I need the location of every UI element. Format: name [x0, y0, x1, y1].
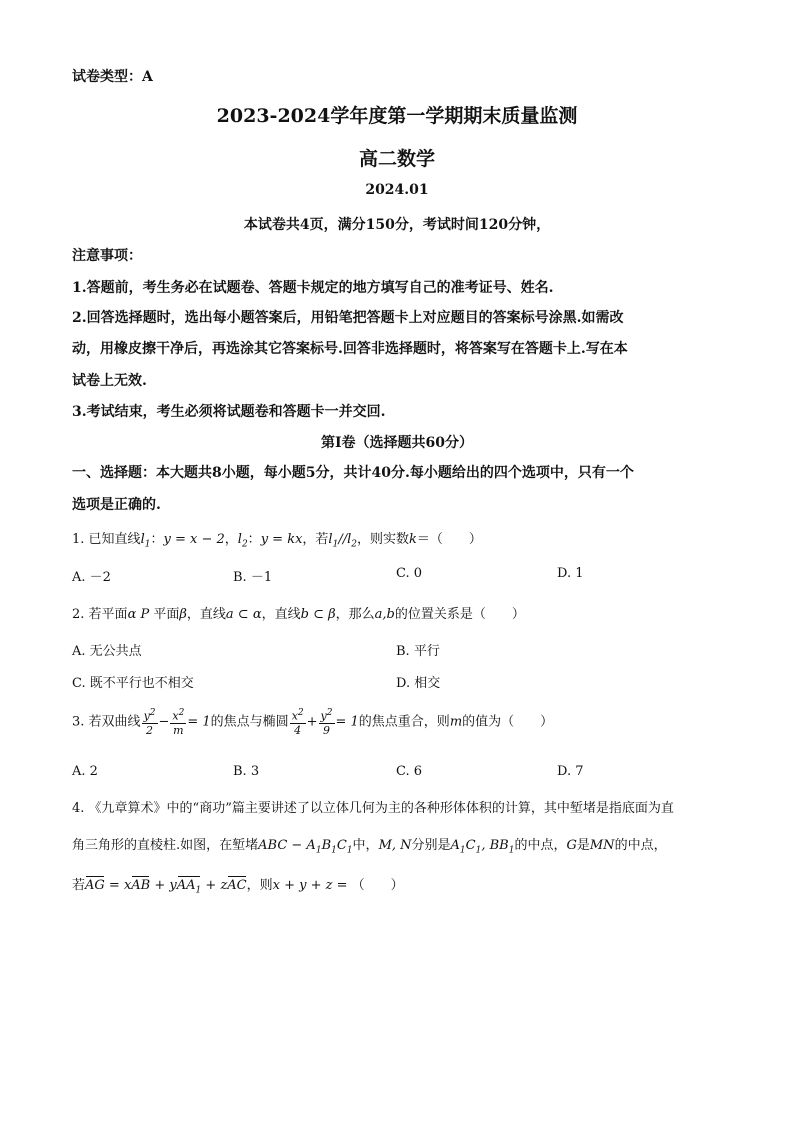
fraction-y2-over-2: $\frac{y^2}{2}$	[143, 708, 156, 737]
section-title: 第Ⅰ卷（选择题共60分）	[320, 435, 474, 451]
exam-title: 2023-2024学年度第一学期期末质量监测	[216, 105, 578, 127]
q2-option-b[interactable]: B. 平行	[396, 644, 440, 659]
question-4-line-1: 4. 《九章算术》中的“商功”篇主要讲述了以立体几何为主的各种形体体积的计算，其中堑堵是指底面为直	[72, 801, 674, 816]
section-intro-line-1: 一、选择题：本大题共8小题，每小题5分，共计40分.每小题给出的四个选项中，只有一个	[72, 465, 634, 481]
question-4-line-2: 角三角形的直棱柱.如图，在堑堵ABC − $A_1B_1C_1$中，M, N分别是$A_1C_1$, $BB_1$的中点，G是MN的中点，	[72, 838, 667, 856]
question-4-line-3: 若AG = xAB + yAA$_1$ + zAC，则x + y + z = （ ）	[72, 878, 404, 896]
question-number: 3.	[72, 714, 85, 730]
q1-option-a[interactable]: A. －2	[72, 570, 111, 585]
q2-option-d[interactable]: D. 相交	[396, 676, 441, 691]
section-intro-line-2: 选项是正确的.	[72, 497, 161, 513]
math-l1: $l_1$	[140, 532, 151, 550]
question-number: 2.	[72, 607, 85, 622]
math-line2-eq: y = kx	[260, 532, 303, 547]
q3-option-a[interactable]: A. 2	[72, 764, 98, 779]
notice-item-3: 3.考试结束，考生必须将试题卷和答题卡一并交回.	[72, 404, 386, 420]
math-prism: ABC − $A_1B_1C_1$	[258, 838, 353, 856]
question-1: 1. 已知直线$l_1$：y = x − 2，$l_2$：y = kx，若$l_1//l_2$，则实数k＝（ ）	[72, 532, 482, 550]
q1-option-b[interactable]: B. －1	[233, 570, 273, 585]
notice-item-1: 1.答题前，考生务必在试题卷、答题卡规定的地方填写自己的准考证号、姓名.	[72, 280, 554, 296]
exam-info: 本试卷共4页，满分150分，考试时间120分钟，	[243, 217, 551, 233]
notice-item-2-line-3: 试卷上无效.	[72, 373, 147, 389]
q3-option-c[interactable]: C. 6	[396, 764, 423, 779]
question-2: 2. 若平面α P 平面β，直线a ⊂ α，直线b ⊂ β，那么a,b的位置关系是（ ）	[72, 607, 525, 622]
question-number: 1.	[72, 532, 85, 547]
fraction-x2-over-4: $\frac{x^2}{4}$	[291, 708, 304, 737]
math-l2: $l_2$	[237, 532, 248, 550]
paper-type: 试卷类型：A	[72, 69, 153, 85]
math-line1-eq: y = x − 2	[163, 532, 225, 547]
parallel-symbol: P	[136, 607, 154, 622]
question-3: 3. 若双曲线 $\frac{y^2}{2}$ − $\frac{x^2}{m}$ = 1的焦点与椭圆 $\frac{x^2}{4}$ + $\frac{y^2}{9}$ = 1的焦点重合，则m的值为（ ）	[72, 708, 554, 737]
math-parallel: $l_1//l_2$	[328, 532, 357, 550]
notice-heading: 注意事项：	[72, 248, 142, 264]
q3-option-d[interactable]: D. 7	[557, 764, 584, 779]
subject-title: 高二数学	[358, 148, 435, 170]
question-number: 4.	[72, 801, 85, 816]
math-vector-equation: AG = xAB + yAA$_1$ + zAC	[85, 878, 247, 896]
fraction-y2-over-9: $\frac{y^2}{9}$	[320, 708, 333, 737]
q2-option-c[interactable]: C. 既不平行也不相交	[72, 676, 194, 691]
q3-option-b[interactable]: B. 3	[233, 764, 260, 779]
exam-date: 2024.01	[365, 182, 429, 198]
notice-item-2-line-2: 动，用橡皮擦干净后，再选涂其它答案标号.回答非选择题时，将答案写在答题卡上.写在本	[72, 341, 628, 357]
fraction-x2-over-m: $\frac{x^2}{m}$	[172, 708, 185, 737]
q2-option-a[interactable]: A. 无公共点	[72, 644, 142, 659]
notice-item-2-line-1: 2.回答选择题时，选出每小题答案后，用铅笔把答题卡上对应题目的答案标号涂黑.如需改	[72, 310, 624, 326]
q1-option-c[interactable]: C. 0	[396, 566, 423, 581]
q1-option-d[interactable]: D. 1	[557, 566, 584, 581]
